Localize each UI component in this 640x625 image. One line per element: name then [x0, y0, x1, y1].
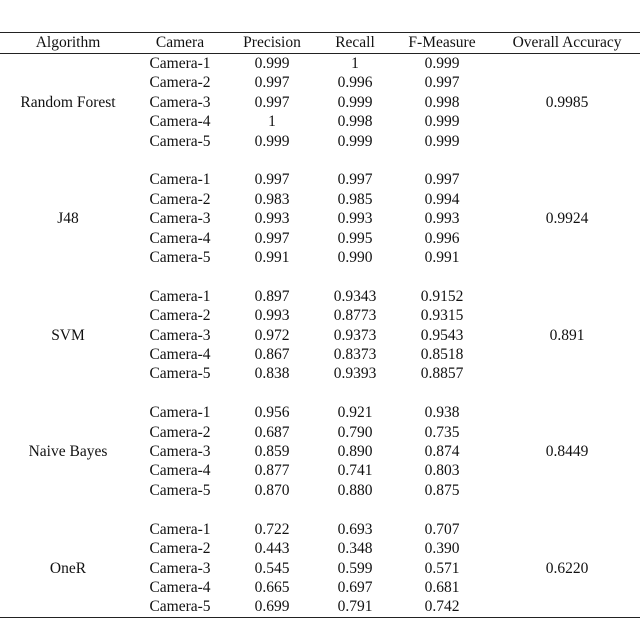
camera-cell: Camera-3	[149, 210, 211, 228]
camera-cell: Camera-2	[149, 423, 211, 441]
overall-accuracy-cell: 0.9985	[545, 93, 589, 111]
algorithm-cell: Naive Bayes	[28, 443, 108, 461]
camera-cell: Camera-4	[149, 346, 211, 364]
camera-cell: Camera-5	[149, 249, 211, 267]
precision-cell: 0.897	[254, 287, 290, 305]
camera-cell: Camera-5	[149, 598, 211, 616]
recall-cell: 0.599	[337, 559, 373, 577]
f-measure-cell: 0.999	[424, 113, 460, 131]
precision-cell: 0.972	[254, 326, 290, 344]
f-measure-cell: 0.938	[424, 404, 460, 422]
algorithm-cell: OneR	[49, 559, 87, 577]
f-measure-cell: 0.999	[424, 55, 460, 72]
camera-cell: Camera-1	[149, 55, 211, 72]
header-row	[0, 33, 640, 54]
precision-cell: 0.956	[254, 404, 290, 422]
camera-cell: Camera-1	[149, 171, 211, 189]
precision-cell: 0.997	[254, 171, 290, 189]
camera-cell: Camera-1	[149, 404, 211, 422]
algorithm-cell: SVM	[51, 326, 85, 344]
f-measure-cell: 0.999	[424, 132, 460, 150]
f-measure-cell: 0.707	[424, 520, 460, 538]
recall-cell: 0.999	[337, 93, 373, 111]
recall-cell: 0.9393	[333, 365, 377, 383]
header-camera: Camera	[136, 33, 224, 54]
precision-cell: 0.997	[254, 93, 290, 111]
precision-cell: 0.993	[254, 210, 290, 228]
overall-accuracy-cell: 0.9924	[545, 210, 589, 228]
table-row	[0, 520, 640, 539]
algorithm-group	[0, 520, 640, 617]
precision-cell: 0.867	[254, 346, 290, 364]
camera-cell: Camera-3	[149, 93, 211, 111]
f-measure-cell: 0.8518	[420, 346, 464, 364]
camera-cell: Camera-4	[149, 578, 211, 596]
recall-cell: 0.985	[337, 190, 373, 208]
recall-cell: 0.993	[337, 210, 373, 228]
group-spacer	[0, 500, 640, 519]
recall-cell: 0.880	[337, 481, 373, 499]
f-measure-cell: 0.390	[424, 540, 460, 558]
algorithm-group	[0, 170, 640, 286]
camera-cell: Camera-3	[149, 326, 211, 344]
recall-cell: 0.998	[337, 113, 373, 131]
camera-cell: Camera-2	[149, 540, 211, 558]
f-measure-cell: 0.735	[424, 423, 460, 441]
f-measure-cell: 0.742	[424, 598, 460, 616]
camera-cell: Camera-1	[149, 287, 211, 305]
precision-cell: 0.687	[254, 423, 290, 441]
f-measure-cell: 0.681	[424, 578, 460, 596]
recall-cell: 0.995	[337, 229, 373, 247]
header-overall-accuracy: Overall Accuracy	[494, 33, 640, 54]
f-measure-cell: 0.874	[424, 443, 460, 461]
header-precision: Precision	[224, 33, 320, 54]
camera-cell: Camera-5	[149, 481, 211, 499]
group-spacer	[0, 267, 640, 286]
camera-cell: Camera-2	[149, 190, 211, 208]
table-row	[0, 287, 640, 306]
algorithm-cell: J48	[57, 210, 79, 228]
precision-cell: 0.999	[254, 132, 290, 150]
precision-cell: 1	[268, 113, 276, 131]
f-measure-cell: 0.993	[424, 210, 460, 228]
f-measure-cell: 0.571	[424, 559, 460, 577]
precision-cell: 0.877	[254, 462, 290, 480]
recall-cell: 0.697	[337, 578, 373, 596]
recall-cell: 0.791	[337, 598, 373, 616]
f-measure-cell: 0.997	[424, 171, 460, 189]
recall-cell: 0.741	[337, 462, 373, 480]
table-row	[0, 403, 640, 422]
f-measure-cell: 0.9152	[420, 287, 464, 305]
group-spacer	[0, 151, 640, 170]
precision-cell: 0.699	[254, 598, 290, 616]
overall-accuracy-cell: 0.8449	[545, 443, 589, 461]
recall-cell: 0.8373	[333, 346, 377, 364]
precision-cell: 0.665	[254, 578, 290, 596]
precision-cell: 0.997	[254, 74, 290, 92]
camera-cell: Camera-3	[149, 559, 211, 577]
overall-accuracy-cell: 0.6220	[545, 559, 589, 577]
overall-accuracy-cell: 0.891	[549, 326, 585, 344]
camera-cell: Camera-5	[149, 132, 211, 150]
precision-cell: 0.545	[254, 559, 290, 577]
f-measure-cell: 0.998	[424, 93, 460, 111]
recall-cell: 0.921	[337, 404, 373, 422]
camera-cell: Camera-2	[149, 74, 211, 92]
camera-cell: Camera-5	[149, 365, 211, 383]
header-f-measure: F-Measure	[390, 33, 494, 54]
f-measure-cell: 0.9543	[420, 326, 464, 344]
table-header	[0, 0, 640, 54]
camera-cell: Camera-4	[149, 462, 211, 480]
recall-cell: 0.996	[337, 74, 373, 92]
recall-cell: 0.997	[337, 171, 373, 189]
bottom-rule	[0, 617, 640, 618]
recall-cell: 0.999	[337, 132, 373, 150]
precision-cell: 0.838	[254, 365, 290, 383]
algorithm-group	[0, 54, 640, 171]
precision-cell: 0.997	[254, 229, 290, 247]
f-measure-cell: 0.997	[424, 74, 460, 92]
recall-cell: 0.9343	[333, 287, 377, 305]
recall-cell: 0.890	[337, 443, 373, 461]
group-spacer	[0, 384, 640, 403]
f-measure-cell: 0.991	[424, 249, 460, 267]
recall-cell: 0.8773	[333, 307, 377, 325]
precision-cell: 0.991	[254, 249, 290, 267]
precision-cell: 0.983	[254, 190, 290, 208]
precision-cell: 0.859	[254, 443, 290, 461]
f-measure-cell: 0.994	[424, 190, 460, 208]
algorithm-group	[0, 403, 640, 519]
precision-cell: 0.870	[254, 481, 290, 499]
f-measure-cell: 0.996	[424, 229, 460, 247]
header-algorithm: Algorithm	[0, 33, 136, 54]
recall-cell: 0.9373	[333, 326, 377, 344]
header-recall: Recall	[320, 33, 390, 54]
recall-cell: 0.348	[337, 540, 373, 558]
table-row	[0, 54, 640, 74]
recall-cell: 0.693	[337, 520, 373, 538]
algorithm-cell: Random Forest	[20, 93, 116, 111]
f-measure-cell: 0.8857	[420, 365, 464, 383]
table-row	[0, 170, 640, 189]
camera-cell: Camera-2	[149, 307, 211, 325]
precision-cell: 0.993	[254, 307, 290, 325]
recall-cell: 1	[351, 55, 359, 72]
camera-cell: Camera-4	[149, 229, 211, 247]
recall-cell: 0.790	[337, 423, 373, 441]
camera-cell: Camera-4	[149, 113, 211, 131]
f-measure-cell: 0.875	[424, 481, 460, 499]
precision-cell: 0.999	[254, 55, 290, 72]
camera-cell: Camera-1	[149, 520, 211, 538]
camera-cell: Camera-3	[149, 443, 211, 461]
algorithm-group	[0, 287, 640, 403]
precision-cell: 0.722	[254, 520, 290, 538]
recall-cell: 0.990	[337, 249, 373, 267]
f-measure-cell: 0.9315	[420, 307, 464, 325]
f-measure-cell: 0.803	[424, 462, 460, 480]
precision-cell: 0.443	[254, 540, 290, 558]
